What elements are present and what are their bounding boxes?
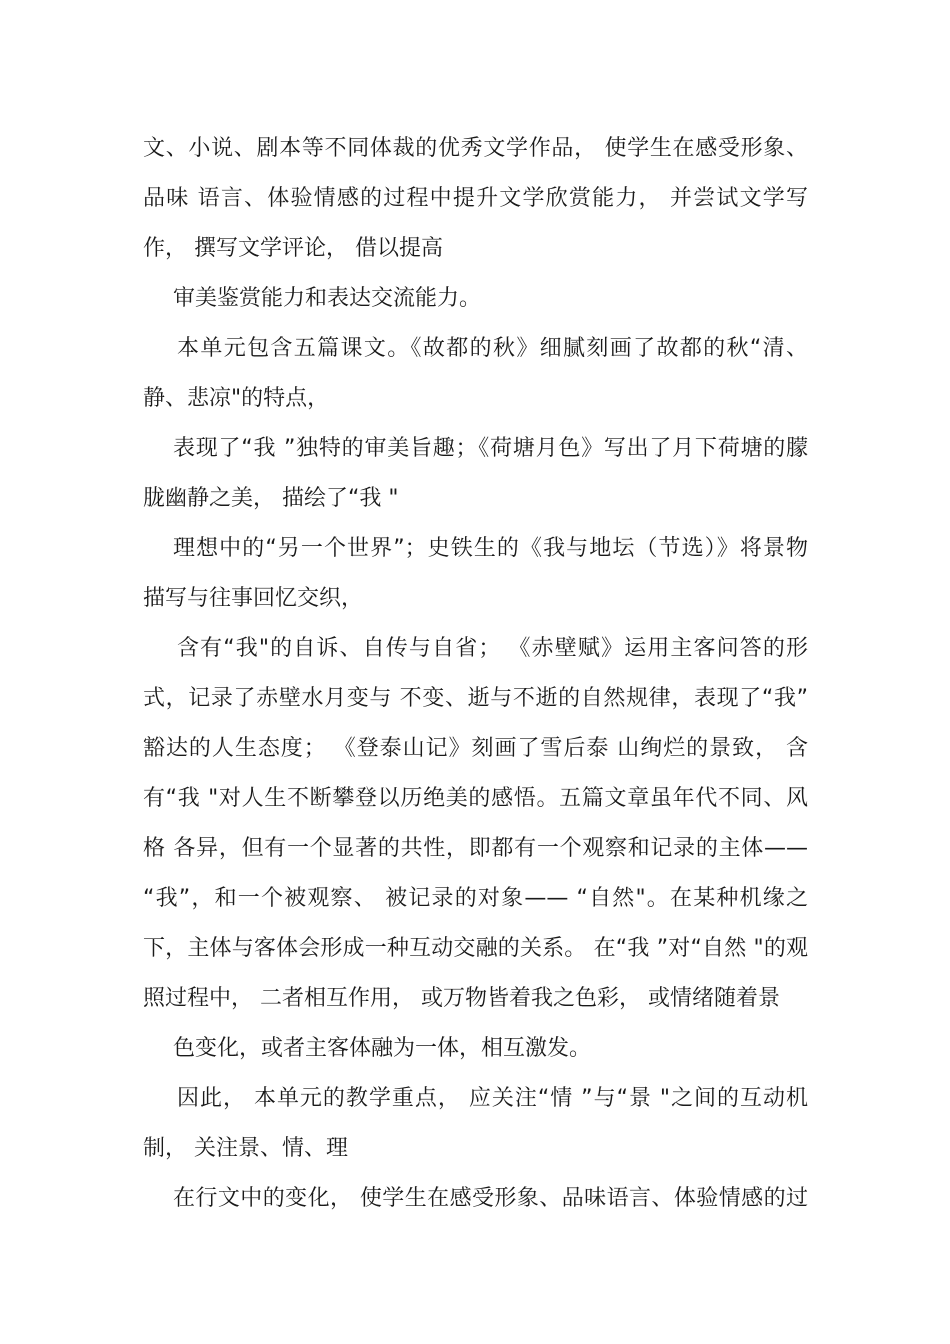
text-line: “我”，和一个被观察、 被记录的对象—— “自然"。在某种机缘之 (143, 886, 808, 911)
text-line: 审美鉴赏能力和表达交流能力。 (173, 286, 482, 311)
text-line: 豁达的人生态度； 《登泰山记》刻画了雪后泰 山绚烂的景致， 含 (143, 736, 808, 761)
text-line: 表现了“我 ”独特的审美旨趣；《荷塘月色》写出了月下荷塘的朦 (173, 436, 808, 461)
text-line: 色变化，或者主客体融为一体，相互激发。 (173, 1036, 592, 1061)
text-line: 作， 撰写文学评论， 借以提高 (143, 236, 443, 261)
text-line: 式，记录了赤壁水月变与 不变、逝与不逝的自然规律，表现了“我” (143, 686, 808, 711)
text-line: 静、悲凉"的特点， (143, 386, 330, 411)
text-line: 有“我 "对人生不断攀登以历绝美的感悟。五篇文章虽年代不同、风 (143, 786, 808, 811)
text-line: 胧幽静之美， 描绘了“我 " (143, 486, 399, 511)
text-line: 品味 语言、体验情感的过程中提升文学欣赏能力， 并尝试文学写 (143, 186, 808, 211)
text-line: 照过程中， 二者相互作用， 或万物皆着我之色彩， 或情绪随着景 (143, 986, 780, 1011)
text-line: 本单元包含五篇课文。《故都的秋》细腻刻画了故都的秋“清、 (177, 336, 808, 361)
text-line: 描写与往事回忆交织， (143, 586, 364, 611)
text-line: 文、小说、剧本等不同体裁的优秀文学作品， 使学生在感受形象、 (143, 136, 808, 161)
text-line: 含有“我"的自诉、自传与自省； 《赤壁赋》运用主客问答的形 (177, 636, 808, 661)
text-line: 因此， 本单元的教学重点， 应关注“情 ”与“景 "之间的互动机 (177, 1086, 808, 1111)
body-text (143, 124, 808, 1224)
text-line: 在行文中的变化， 使学生在感受形象、品味语言、体验情感的过 (173, 1186, 808, 1211)
text-line: 制， 关注景、情、理 (143, 1136, 348, 1161)
text-line: 理想中的“另一个世界”；史铁生的《我与地坛（节选）》将景物 (173, 536, 808, 561)
text-line: 下，主体与客体会形成一种互动交融的关系。 在“我 ”对“自然 "的观 (143, 936, 808, 961)
text-line: 格 各异，但有一个显著的共性，即都有一个观察和记录的主体—— (143, 836, 808, 861)
